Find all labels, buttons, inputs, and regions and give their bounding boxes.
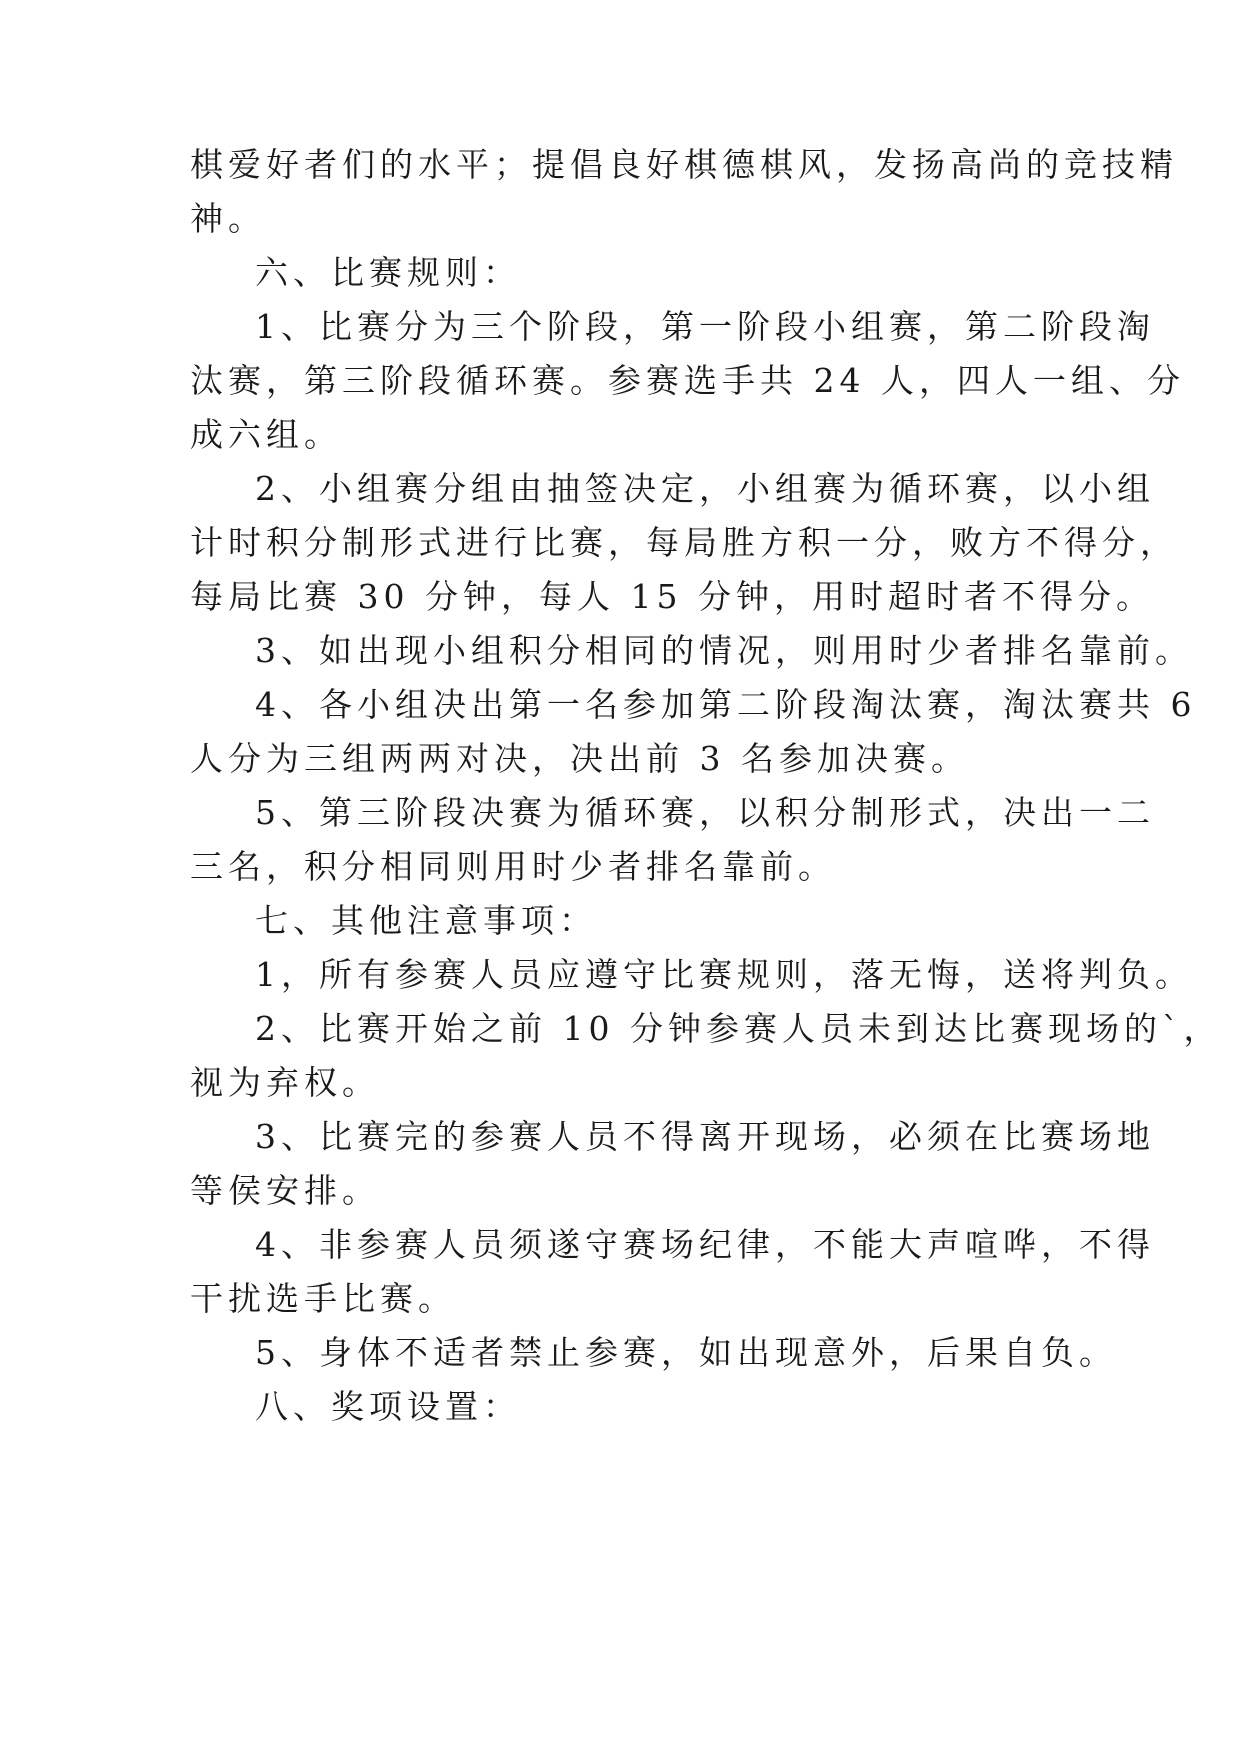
text-line: 神。 — [190, 199, 266, 238]
text-line: 棋爱好者们的水平；提倡良好棋德棋风，发扬高尚的竞技精 — [190, 145, 1178, 184]
text-line: 计时积分制形式进行比赛，每局胜方积一分，败方不得分， — [190, 523, 1178, 562]
section-heading: 七、其他注意事项： — [255, 901, 597, 940]
section-heading: 六、比赛规则： — [255, 253, 521, 292]
text-line: 5、身体不适者禁止参赛，如出现意外，后果自负。 — [255, 1333, 1117, 1372]
text-line: 视为弃权。 — [190, 1063, 380, 1102]
text-line: 4、非参赛人员须遂守赛场纪律，不能大声喧哗，不得 — [255, 1225, 1155, 1264]
text-line: 2、比赛开始之前 10 分钟参赛人员未到达比赛现场的`， — [255, 1009, 1222, 1048]
text-line: 干扰选手比赛。 — [190, 1279, 456, 1318]
text-line: 每局比赛 30 分钟，每人 15 分钟，用时超时者不得分。 — [190, 577, 1154, 616]
text-line: 3、比赛完的参赛人员不得离开现场，必须在比赛场地 — [255, 1117, 1155, 1156]
text-line: 三名，积分相同则用时少者排名靠前。 — [190, 847, 836, 886]
text-line: 2、小组赛分组由抽签决定，小组赛为循环赛，以小组 — [255, 469, 1155, 508]
text-line: 成六组。 — [190, 415, 342, 454]
text-line: 3、如出现小组积分相同的情况，则用时少者排名靠前。 — [255, 631, 1193, 670]
text-line: 人分为三组两两对决，决出前 3 名参加决赛。 — [190, 739, 969, 778]
section-heading: 八、奖项设置： — [255, 1387, 521, 1426]
text-line: 1、比赛分为三个阶段，第一阶段小组赛，第二阶段淘 — [255, 307, 1155, 346]
text-line: 1，所有参赛人员应遵守比赛规则，落无悔，送将判负。 — [255, 955, 1193, 994]
text-line: 汰赛，第三阶段循环赛。参赛选手共 24 人，四人一组、分 — [190, 361, 1185, 400]
text-line: 5、第三阶段决赛为循环赛，以积分制形式，决出一二 — [255, 793, 1155, 832]
text-line: 等侯安排。 — [190, 1171, 380, 1210]
text-line: 4、各小组决出第一名参加第二阶段淘汰赛，淘汰赛共 6 — [255, 685, 1197, 724]
